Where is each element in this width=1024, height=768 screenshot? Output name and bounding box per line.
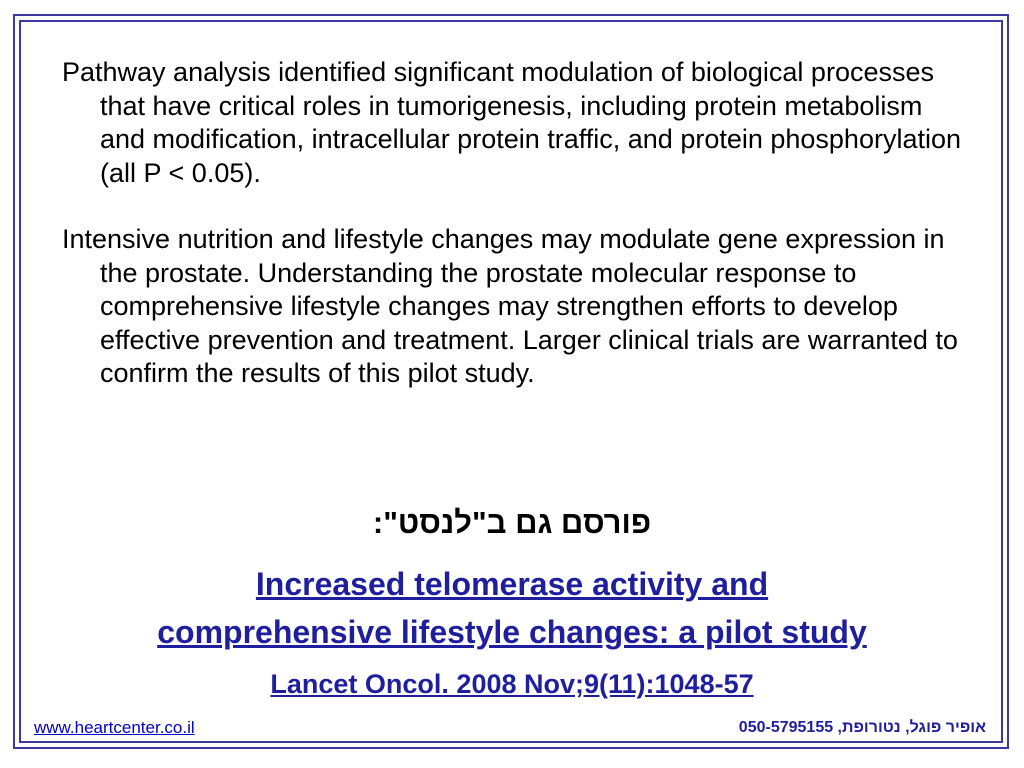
contact-info: אופיר פוגל, נטורופת, 050-5795155 bbox=[738, 719, 986, 736]
citation-link[interactable]: Lancet Oncol. 2008 Nov;9(11):1048-57 bbox=[270, 669, 754, 699]
article-title-link[interactable] bbox=[40, 560, 984, 656]
body-text bbox=[62, 56, 962, 391]
article-title-line-1: Increased telomerase activity and bbox=[255, 566, 769, 602]
published-heading: פורסם גם ב"לנסט": bbox=[372, 505, 652, 540]
article-title-line-2: comprehensive lifestyle changes: a pilot study bbox=[157, 614, 867, 650]
paragraph-pathway-analysis: Pathway analysis identified significant modulation of biological processes that have critical roles in tumorigenesis, including protein metabolism and modification, intracellular protein traffic, and protein phosphorylation (all P < 0.05). bbox=[62, 57, 962, 188]
website-link[interactable]: www.heartcenter.co.il bbox=[34, 718, 195, 737]
paragraph-conclusion: Intensive nutrition and lifestyle changes may modulate gene expression in the prostate. Understanding the prostate molecular response to comprehensive lifestyle changes may strengthen efforts to develop effective prevention and treatment. Larger clinical trials are warranted to confirm the results of this pilot study. bbox=[62, 224, 958, 388]
